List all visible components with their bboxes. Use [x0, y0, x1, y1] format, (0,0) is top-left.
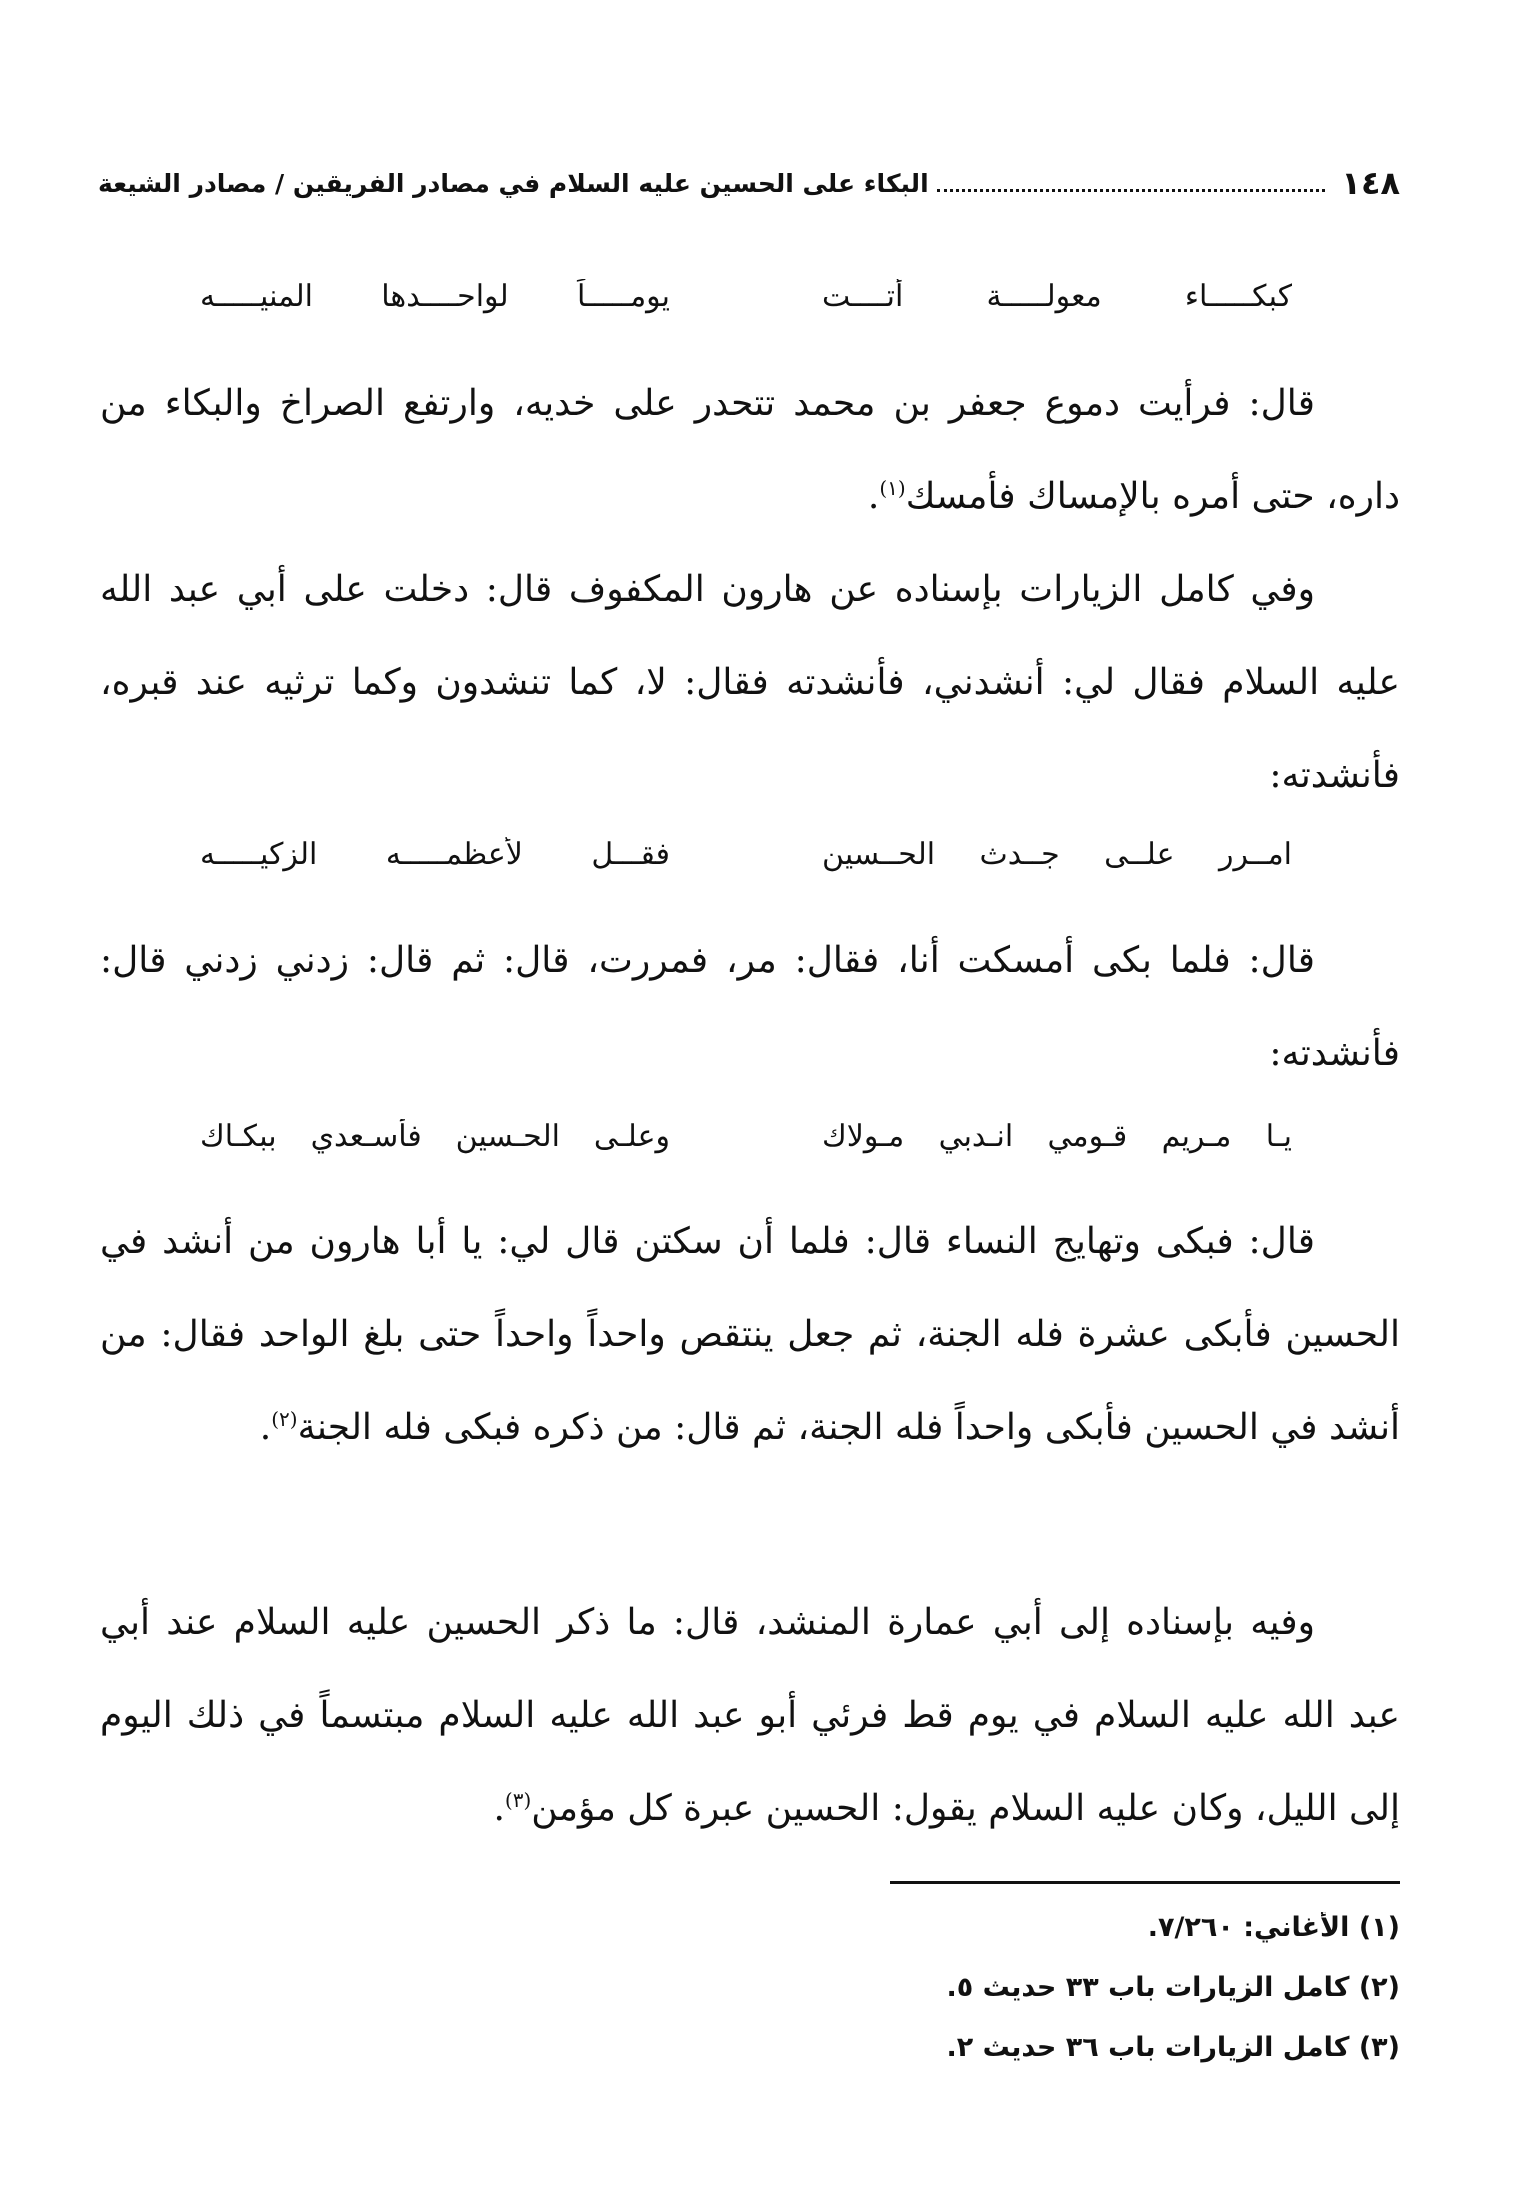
header-leader-dots	[937, 189, 1326, 192]
running-title: البكاء على الحسين عليه السلام في مصادر الفريقين / مصادر الشيعة	[98, 168, 929, 198]
verse-first-hemistich: كبكـــــاء معولـــــة أتــــت	[822, 278, 1292, 314]
paragraph-end-punctuation: .	[493, 1788, 505, 1829]
footnote-reference: (١)	[879, 476, 906, 500]
footnote-3: (٣) كامل الزيارات باب ٣٦ حديث ٢.	[946, 2032, 1400, 2063]
poem-verse-1	[200, 268, 1292, 324]
footnote-separator	[890, 1881, 1400, 1884]
paragraph-text: وفي كامل الزيارات بإسناده عن هارون المكفوف قال: دخلت على أبي عبد الله عليه السلام فقال لي: أنشدني، فأنشدته فقال: لا، كما تنشدون وكما ترثيه عند قبره، فأنشدته:	[100, 569, 1400, 796]
paragraph-text: قال: فرأيت دموع جعفر بن محمد تتحدر على خديه، وارتفع الصراخ والبكاء من داره، حتى أمره بالإمساك فأمسك	[100, 383, 1400, 517]
footnote-2: (٢) كامل الزيارات باب ٣٣ حديث ٥.	[946, 1972, 1400, 2003]
verse-second-hemistich: وعلـى الحـسين فأسـعدي ببكـاك	[200, 1118, 670, 1154]
poem-verse-2	[200, 826, 1292, 882]
paragraph-3	[100, 914, 1400, 1100]
paragraph-end-punctuation: .	[867, 476, 880, 517]
footnote-reference: (٣)	[504, 1788, 532, 1812]
verse-second-hemistich: فقـــل لأعظمـــــه الزكيـــــه	[200, 836, 670, 872]
paragraph-text: قال: فلما بكى أمسكت أنا، فقال: مر، فمررت، قال: ثم قال: زدني زدني قال: فأنشدته:	[100, 940, 1400, 1074]
verse-first-hemistich: امــرر علــى جــدث الحــسين	[822, 836, 1292, 872]
paragraph-end-punctuation: .	[259, 1407, 272, 1448]
paragraph-2	[100, 543, 1400, 822]
footnote-1: (١) الأغاني: ٧/٢٦٠.	[1147, 1912, 1400, 1943]
paragraph-5	[100, 1576, 1400, 1855]
footnote-reference: (٢)	[271, 1407, 298, 1431]
paragraph-text: وفيه بإسناده إلى أبي عمارة المنشد، قال: ما ذكر الحسين عليه السلام عند أبي عبد الله عليه السلام في يوم قط فرئي أبو عبد الله عليه السلام مبتسماً في ذلك اليوم إلى الليل، وكان عليه السلام يقول: الحسين عبرة كل مؤمن	[100, 1602, 1400, 1829]
poem-verse-3	[200, 1108, 1292, 1164]
paragraph-1	[100, 357, 1400, 543]
verse-second-hemistich: يومـــــاً لواحــــدها المنيـــــه	[200, 278, 670, 314]
running-header	[98, 158, 1400, 208]
paragraph-text: قال: فبكى وتهايج النساء قال: فلما أن سكتن قال لي: يا أبا هارون من أنشد في الحسين فأبكى عشرة فله الجنة، ثم جعل ينتقص واحداً واحداً حتى بلغ الواحد فقال: من أنشد في الحسين فأبكى واحداً فله الجنة، ثم قال: من ذكره فبكى فله الجنة	[100, 1221, 1400, 1448]
verse-first-hemistich: يـا مـريم قـومي انـدبي مـولاك	[822, 1118, 1292, 1154]
page-number: ١٤٨	[1341, 164, 1400, 202]
paragraph-4	[100, 1195, 1400, 1474]
